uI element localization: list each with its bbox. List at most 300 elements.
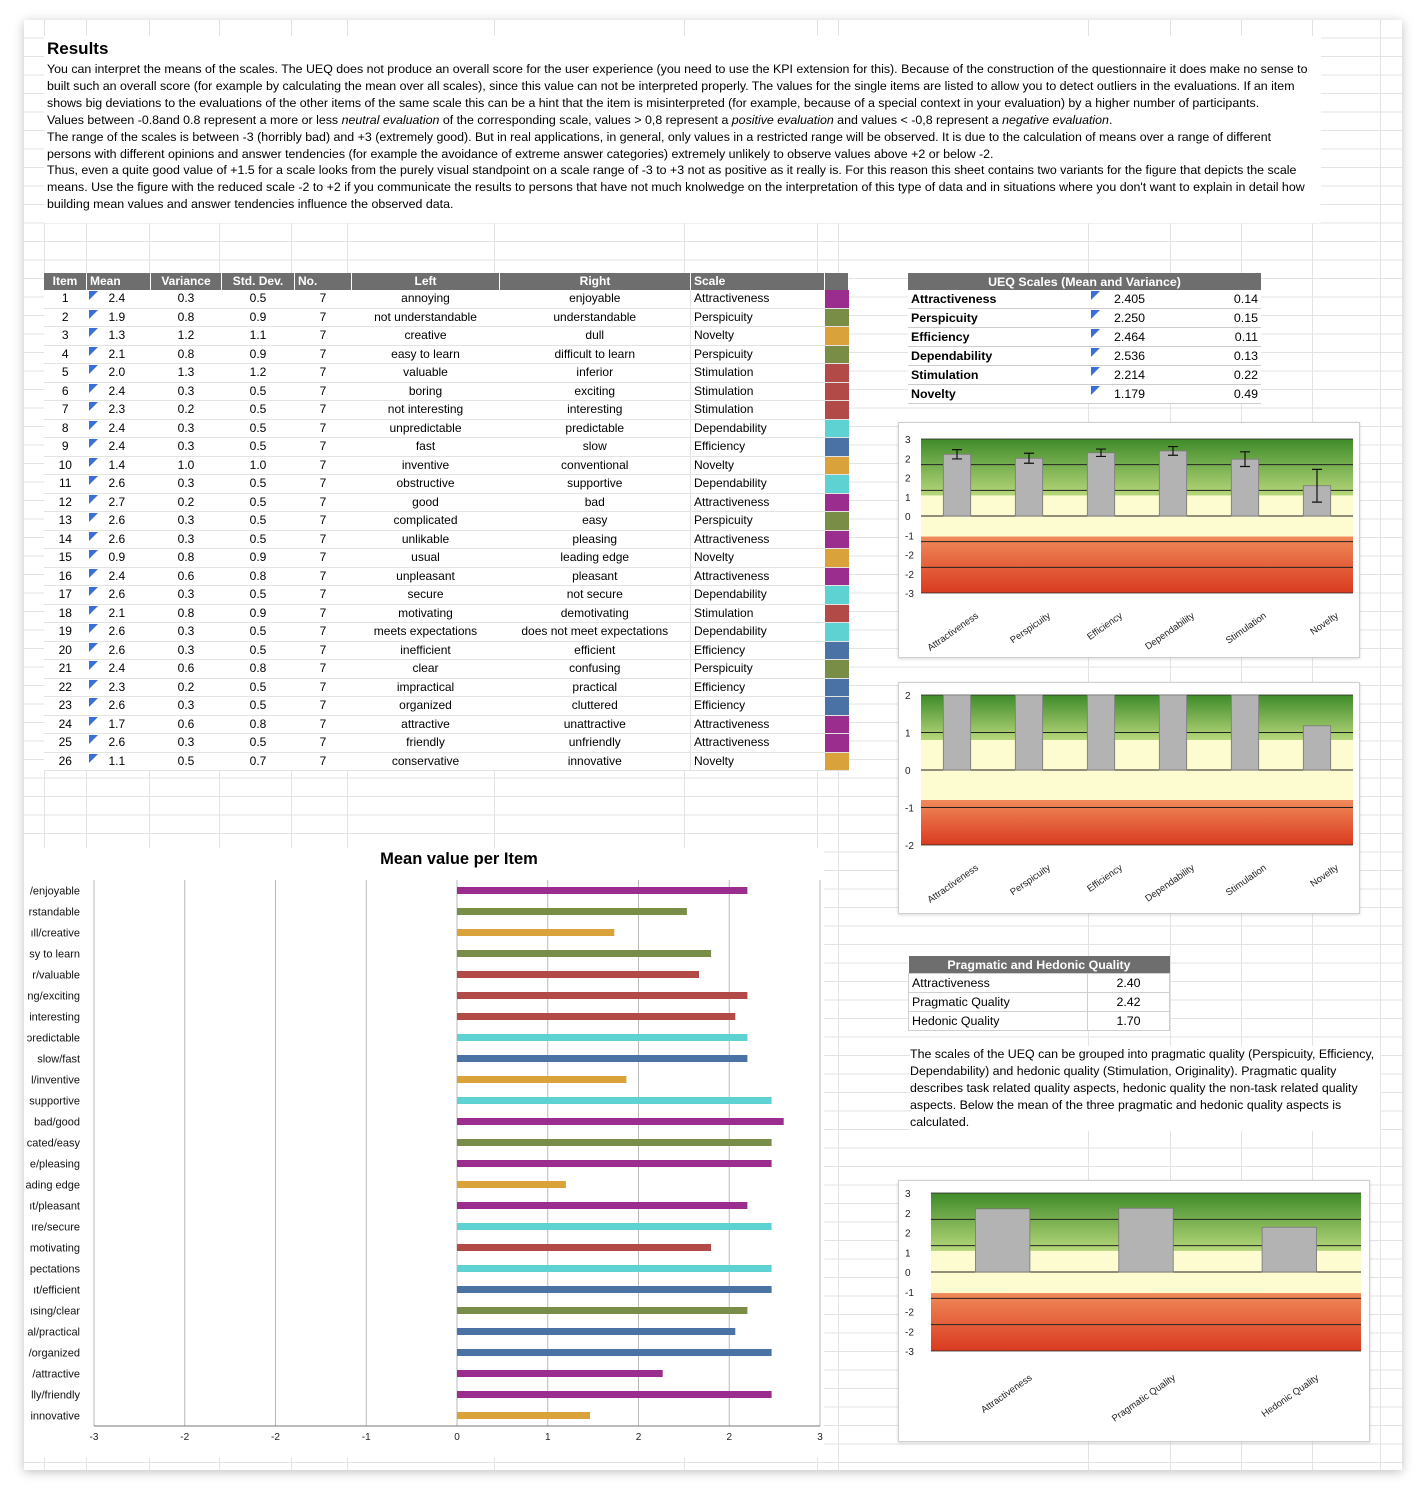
cell-right[interactable]: unattractive [500,715,691,734]
cell-mean[interactable]: 1.3 [87,327,151,346]
cell-item[interactable]: 8 [44,419,87,438]
scale-row [908,328,1261,347]
table-row [44,623,849,642]
cell-left[interactable]: conservative [352,752,500,771]
negative-band [921,800,1353,845]
cell-right[interactable]: demotivating [500,604,691,623]
cell-scale[interactable]: Attractiveness [691,567,825,586]
cell-std-dev[interactable]: 0.5 [222,623,295,642]
cell-item[interactable]: 22 [44,678,87,697]
cell-right[interactable]: confusing [500,660,691,679]
item-bar [457,1349,772,1356]
cell-item[interactable]: 2 [44,308,87,327]
cell-left[interactable]: unpredictable [352,419,500,438]
item-bar [457,1097,772,1104]
cell-variance[interactable]: 0.3 [151,530,222,549]
cell-item[interactable]: 24 [44,715,87,734]
cell-right[interactable]: unfriendly [500,734,691,753]
cell-scale[interactable]: Attractiveness [691,715,825,734]
cell-mean[interactable]: 1.9 [87,308,151,327]
cell-right[interactable]: easy [500,512,691,531]
cell-item[interactable]: 18 [44,604,87,623]
cell-no[interactable]: 7 [295,401,352,420]
cell-right[interactable]: interesting [500,401,691,420]
cell-variance[interactable]: 0.3 [151,734,222,753]
cell-std-dev[interactable]: 1.1 [222,327,295,346]
cell-mean[interactable]: 2.1 [87,345,151,364]
cell-item[interactable]: 20 [44,641,87,660]
cell-mean[interactable]: 1.1 [87,752,151,771]
cell-item[interactable]: 4 [44,345,87,364]
pq-value[interactable]: 2.40 [1088,974,1170,993]
cell-std-dev[interactable]: 0.5 [222,419,295,438]
scale-name[interactable]: Novelty [908,385,1089,404]
cell-scale[interactable]: Dependability [691,419,825,438]
cell-std-dev[interactable]: 0.8 [222,660,295,679]
cell-std-dev[interactable]: 0.5 [222,475,295,494]
column-header[interactable]: Std. Dev. [222,273,295,290]
table-row [44,660,849,679]
cell-scale[interactable]: Stimulation [691,382,825,401]
pq-name[interactable]: Hedonic Quality [909,1012,1088,1031]
cell-left[interactable]: annoying [352,290,500,308]
cell-left[interactable]: not interesting [352,401,500,420]
cell-left[interactable]: attractive [352,715,500,734]
cell-variance[interactable]: 0.3 [151,697,222,716]
cell-scale[interactable]: Stimulation [691,604,825,623]
cell-mean[interactable]: 2.6 [87,512,151,531]
cell-scale[interactable]: Dependability [691,586,825,605]
scale-name[interactable]: Dependability [908,347,1089,366]
cell-variance[interactable]: 0.3 [151,382,222,401]
scale-variance[interactable]: 0.15 [1193,309,1261,328]
cell-scale[interactable]: Novelty [691,327,825,346]
cell-no[interactable]: 7 [295,549,352,568]
scale-variance[interactable]: 0.49 [1193,385,1261,404]
cell-mean[interactable]: 2.6 [87,475,151,494]
cell-variance[interactable]: 0.6 [151,715,222,734]
cell-mean[interactable]: 1.7 [87,715,151,734]
cell-item[interactable]: 3 [44,327,87,346]
scale-name[interactable]: Efficiency [908,328,1089,347]
y-tick-label: 2 [905,1208,911,1220]
scale-color-swatch [825,382,849,401]
cell-scale[interactable]: Dependability [691,623,825,642]
cell-std-dev[interactable]: 0.9 [222,604,295,623]
y-tick-label: -1 [905,1287,914,1299]
cell-std-dev[interactable]: 0.9 [222,345,295,364]
cell-item[interactable]: 5 [44,364,87,383]
y-tick-label: -2 [905,841,914,852]
cell-right[interactable]: supportive [500,475,691,494]
swatch-fill [825,327,849,345]
y-tick-label: 2 [905,473,911,485]
cell-variance[interactable]: 0.3 [151,512,222,531]
cell-mean[interactable]: 2.4 [87,419,151,438]
item-label: al/practical [27,1326,80,1339]
cell-scale[interactable]: Novelty [691,549,825,568]
cell-left[interactable]: secure [352,586,500,605]
cell-std-dev[interactable]: 1.2 [222,364,295,383]
cell-right[interactable]: conventional [500,456,691,475]
cell-scale[interactable]: Stimulation [691,401,825,420]
item-label: ıt/pleasant [29,1200,80,1213]
cell-item[interactable]: 12 [44,493,87,512]
cell-variance[interactable]: 1.2 [151,327,222,346]
item-bar [457,1265,772,1272]
cell-left[interactable]: inventive [352,456,500,475]
cell-std-dev[interactable]: 0.8 [222,715,295,734]
cell-left[interactable]: impractical [352,678,500,697]
cell-right[interactable]: pleasant [500,567,691,586]
pq-value[interactable]: 1.70 [1088,1012,1170,1031]
item-bar [457,1244,711,1251]
pq-value[interactable]: 2.42 [1088,993,1170,1012]
swatch-fill [825,494,849,512]
cell-scale[interactable]: Attractiveness [691,734,825,753]
scale-variance[interactable]: 0.11 [1193,328,1261,347]
cell-variance[interactable]: 0.3 [151,475,222,494]
x-tick-label: Stimulation [1223,862,1269,899]
scale-mean[interactable]: 1.179 [1089,385,1193,404]
cell-no[interactable]: 7 [295,456,352,475]
cell-scale[interactable]: Perspicuity [691,512,825,531]
cell-right[interactable]: cluttered [500,697,691,716]
table-row [44,512,849,531]
swatch-fill [825,623,849,641]
cell-variance[interactable]: 0.6 [151,660,222,679]
cell-mean[interactable]: 2.0 [87,364,151,383]
cell-scale[interactable]: Perspicuity [691,660,825,679]
cell-right[interactable]: inferior [500,364,691,383]
scale-name[interactable]: Stimulation [908,366,1089,385]
cell-no[interactable]: 7 [295,715,352,734]
cell-scale[interactable]: Attractiveness [691,530,825,549]
scale-color-swatch [825,364,849,383]
negative-band [931,1293,1361,1351]
table-row [44,549,849,568]
cell-std-dev[interactable]: 0.5 [222,530,295,549]
x-tick-label: Attractiveness [979,1372,1035,1416]
pq-table-title: Pragmatic and Hedonic Quality [909,956,1170,974]
cell-no[interactable]: 7 [295,382,352,401]
cell-no[interactable]: 7 [295,290,352,308]
cell-no[interactable]: 7 [295,530,352,549]
cell-mean[interactable]: 2.4 [87,438,151,457]
table-row [44,678,849,697]
cell-left[interactable]: unlikable [352,530,500,549]
cell-left[interactable]: organized [352,697,500,716]
cell-std-dev[interactable]: 0.5 [222,586,295,605]
pq-name[interactable]: Attractiveness [909,974,1088,993]
cell-scale[interactable]: Novelty [691,456,825,475]
cell-item[interactable]: 15 [44,549,87,568]
cell-right[interactable]: slow [500,438,691,457]
scale-color-swatch [825,586,849,605]
cell-std-dev[interactable]: 0.5 [222,697,295,716]
cell-right[interactable]: difficult to learn [500,345,691,364]
cell-std-dev[interactable]: 0.8 [222,567,295,586]
item-bar [457,1160,772,1167]
cell-item[interactable]: 10 [44,456,87,475]
cell-left[interactable]: unpleasant [352,567,500,586]
cell-std-dev[interactable]: 1.0 [222,456,295,475]
cell-item[interactable]: 1 [44,290,87,308]
bar [1231,695,1258,770]
cell-variance[interactable]: 0.2 [151,678,222,697]
cell-item[interactable]: 16 [44,567,87,586]
cell-item[interactable]: 25 [44,734,87,753]
y-tick-label: -1 [905,803,914,815]
cell-variance[interactable]: 0.3 [151,438,222,457]
cell-right[interactable]: not secure [500,586,691,605]
cell-variance[interactable]: 1.3 [151,364,222,383]
cell-mean[interactable]: 2.4 [87,290,151,308]
cell-left[interactable]: meets expectations [352,623,500,642]
cell-right[interactable]: innovative [500,752,691,771]
cell-scale[interactable]: Novelty [691,752,825,771]
cell-mean[interactable]: 2.3 [87,401,151,420]
cell-scale[interactable]: Efficiency [691,678,825,697]
cell-mean[interactable]: 2.7 [87,493,151,512]
cell-scale[interactable]: Stimulation [691,364,825,383]
cell-mean[interactable]: 2.6 [87,586,151,605]
cell-scale[interactable]: Attractiveness [691,290,825,308]
swatch-fill [825,383,849,401]
cell-left[interactable]: valuable [352,364,500,383]
scale-row [908,347,1261,366]
item-label: /enjoyable [29,885,80,898]
cell-mean[interactable]: 2.6 [87,623,151,642]
cell-no[interactable]: 7 [295,604,352,623]
item-mean-chart [24,848,824,1458]
cell-item[interactable]: 21 [44,660,87,679]
cell-no[interactable]: 7 [295,345,352,364]
scale-color-swatch [825,290,849,308]
cell-no[interactable]: 7 [295,734,352,753]
cell-left[interactable]: easy to learn [352,345,500,364]
cell-right[interactable]: enjoyable [500,290,691,308]
y-tick-label: 1 [905,492,911,504]
cell-no[interactable]: 7 [295,364,352,383]
scale-color-swatch [825,438,849,457]
cell-item[interactable]: 19 [44,623,87,642]
cell-scale[interactable]: Perspicuity [691,308,825,327]
cell-item[interactable]: 9 [44,438,87,457]
cell-no[interactable]: 7 [295,475,352,494]
cell-scale[interactable]: Dependability [691,475,825,494]
cell-variance[interactable]: 0.2 [151,493,222,512]
cell-variance[interactable]: 1.0 [151,456,222,475]
cell-variance[interactable]: 0.3 [151,623,222,642]
cell-left[interactable]: inefficient [352,641,500,660]
y-tick-label: 2 [905,1228,911,1240]
cell-scale[interactable]: Efficiency [691,697,825,716]
scale-row [908,366,1261,385]
cell-variance[interactable]: 0.8 [151,308,222,327]
scale-color-swatch [825,327,849,346]
swatch-fill [825,716,849,734]
bar [1159,451,1186,516]
table-row [44,530,849,549]
cell-variance[interactable]: 0.3 [151,586,222,605]
item-bar [457,908,687,915]
scale-mean[interactable]: 2.464 [1089,328,1193,347]
y-tick-label: -2 [905,1307,914,1319]
cell-scale[interactable]: Perspicuity [691,345,825,364]
cell-mean[interactable]: 2.4 [87,382,151,401]
cell-std-dev[interactable]: 0.5 [222,438,295,457]
y-tick-label: -3 [905,1347,914,1358]
cell-right[interactable]: understandable [500,308,691,327]
positive-band [921,695,1353,740]
cell-no[interactable]: 7 [295,567,352,586]
cell-variance[interactable]: 0.8 [151,604,222,623]
cell-item[interactable]: 11 [44,475,87,494]
cell-left[interactable]: good [352,493,500,512]
cell-item[interactable]: 7 [44,401,87,420]
scale-name[interactable]: Perspicuity [908,309,1089,328]
scale-mean[interactable]: 2.250 [1089,309,1193,328]
cell-mean[interactable]: 2.3 [87,678,151,697]
cell-mean[interactable]: 0.9 [87,549,151,568]
cell-item[interactable]: 26 [44,752,87,771]
cell-left[interactable]: friendly [352,734,500,753]
cell-scale[interactable]: Attractiveness [691,493,825,512]
column-header[interactable]: Variance [151,273,222,290]
cell-scale[interactable]: Efficiency [691,438,825,457]
cell-mean[interactable]: 2.6 [87,697,151,716]
cell-variance[interactable]: 0.8 [151,549,222,568]
cell-no[interactable]: 7 [295,660,352,679]
cell-std-dev[interactable]: 0.9 [222,549,295,568]
cell-scale[interactable]: Efficiency [691,641,825,660]
cell-right[interactable]: dull [500,327,691,346]
pq-name[interactable]: Pragmatic Quality [909,993,1088,1012]
scale-variance[interactable]: 0.14 [1193,290,1261,309]
cell-no[interactable]: 7 [295,678,352,697]
cell-no[interactable]: 7 [295,623,352,642]
cell-left[interactable]: usual [352,549,500,568]
x-tick-label: 3 [817,1432,823,1443]
cell-no[interactable]: 7 [295,586,352,605]
cell-right[interactable]: exciting [500,382,691,401]
cell-right[interactable]: predictable [500,419,691,438]
cell-right[interactable]: practical [500,678,691,697]
scale-color-swatch [825,752,849,771]
cell-std-dev[interactable]: 0.5 [222,493,295,512]
item-label: e/pleasing [29,1158,80,1171]
cell-no[interactable]: 7 [295,697,352,716]
cell-left[interactable]: clear [352,660,500,679]
cell-mean[interactable]: 2.4 [87,567,151,586]
cell-left[interactable]: fast [352,438,500,457]
cell-variance[interactable]: 0.3 [151,419,222,438]
cell-right[interactable]: bad [500,493,691,512]
cell-std-dev[interactable]: 0.5 [222,678,295,697]
cell-variance[interactable]: 0.3 [151,641,222,660]
cell-no[interactable]: 7 [295,327,352,346]
cell-right[interactable]: pleasing [500,530,691,549]
cell-left[interactable]: creative [352,327,500,346]
column-header[interactable]: Right [500,273,691,290]
scale-name[interactable]: Attractiveness [908,290,1089,309]
cell-mean[interactable]: 2.6 [87,530,151,549]
cell-std-dev[interactable]: 0.5 [222,290,295,308]
cell-std-dev[interactable]: 0.5 [222,382,295,401]
cell-std-dev[interactable]: 0.9 [222,308,295,327]
cell-mean[interactable]: 1.4 [87,456,151,475]
cell-mean[interactable]: 2.6 [87,734,151,753]
cell-no[interactable]: 7 [295,308,352,327]
table-row [44,364,849,383]
cell-no[interactable]: 7 [295,512,352,531]
scale-variance[interactable]: 0.13 [1193,347,1261,366]
cell-left[interactable]: not understandable [352,308,500,327]
scale-mean[interactable]: 2.214 [1089,366,1193,385]
cell-std-dev[interactable]: 0.5 [222,512,295,531]
cell-mean[interactable]: 2.6 [87,641,151,660]
scale-variance[interactable]: 0.22 [1193,366,1261,385]
cell-right[interactable]: does not meet expectations [500,623,691,642]
cell-variance[interactable]: 0.3 [151,290,222,308]
cell-variance[interactable]: 0.6 [151,567,222,586]
cell-variance[interactable]: 0.5 [151,752,222,771]
table-row [44,419,849,438]
scale-mean[interactable]: 2.405 [1089,290,1193,309]
cell-variance[interactable]: 0.2 [151,401,222,420]
item-bar [457,1307,747,1314]
scale-color-swatch [825,623,849,642]
column-header[interactable]: Item [44,273,87,290]
item-bar [457,1286,772,1293]
cell-no[interactable]: 7 [295,752,352,771]
cell-left[interactable]: obstructive [352,475,500,494]
cell-right[interactable]: leading edge [500,549,691,568]
swatch-fill [825,401,849,419]
scale-mean[interactable]: 2.536 [1089,347,1193,366]
x-tick-label: 2 [726,1432,733,1443]
cell-item[interactable]: 17 [44,586,87,605]
cell-no[interactable]: 7 [295,641,352,660]
column-header[interactable]: Scale [691,273,825,290]
column-header[interactable]: Left [352,273,500,290]
scales-table-title: UEQ Scales (Mean and Variance) [908,273,1261,290]
item-bar [457,1118,784,1125]
cell-mean[interactable]: 2.4 [87,660,151,679]
cell-no[interactable]: 7 [295,493,352,512]
cell-std-dev[interactable]: 0.7 [222,752,295,771]
cell-item[interactable]: 23 [44,697,87,716]
cell-no[interactable]: 7 [295,419,352,438]
cell-variance[interactable]: 0.8 [151,345,222,364]
scale-color-swatch [825,475,849,494]
cell-std-dev[interactable]: 0.5 [222,401,295,420]
cell-left[interactable]: boring [352,382,500,401]
column-header[interactable]: No. [295,273,352,290]
column-header[interactable]: Mean [87,273,151,290]
cell-right[interactable]: efficient [500,641,691,660]
cell-item[interactable]: 6 [44,382,87,401]
cell-std-dev[interactable]: 0.5 [222,734,295,753]
cell-left[interactable]: motivating [352,604,500,623]
cell-left[interactable]: complicated [352,512,500,531]
cell-mean[interactable]: 2.1 [87,604,151,623]
cell-item[interactable]: 14 [44,530,87,549]
cell-no[interactable]: 7 [295,438,352,457]
cell-std-dev[interactable]: 0.5 [222,641,295,660]
cell-item[interactable]: 13 [44,512,87,531]
